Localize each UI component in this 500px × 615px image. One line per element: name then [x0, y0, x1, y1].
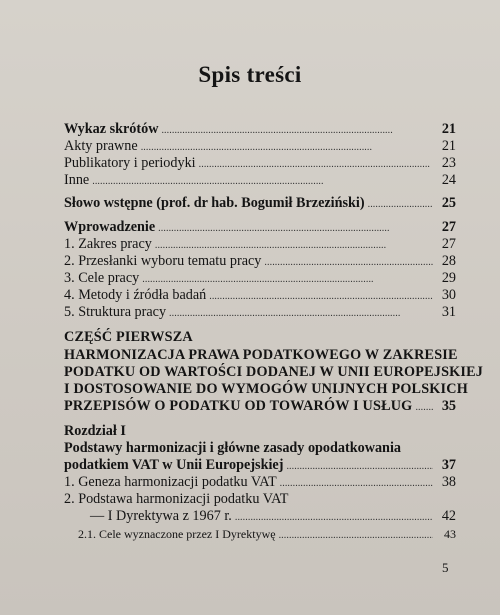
- part-title-line: PRZEPISÓW O PODATKU OD TOWARÓW I USŁUG: [64, 398, 413, 414]
- toc-entry-label: Wykaz skrótów: [64, 121, 159, 137]
- leader-dots: [368, 194, 433, 214]
- toc-page-number: 27: [441, 236, 456, 252]
- toc-page-number: 37: [441, 457, 456, 473]
- toc-page-number: 21: [441, 121, 456, 137]
- toc-entry-label: 2. Przesłanki wyboru tematu pracy: [64, 253, 262, 269]
- toc-entry-part-one[interactable]: [64, 397, 456, 417]
- toc-entry-label: 1. Zakres pracy: [64, 236, 152, 252]
- toc-entry-label: Wprowadzenie: [64, 219, 156, 235]
- part-title-line: HARMONIZACJA PRAWA PODATKOWEGO W ZAKRESIE: [64, 347, 458, 363]
- toc-page-number: 23: [441, 155, 456, 171]
- part-title-line: I DOSTOSOWANIE DO WYMOGÓW UNIJNYCH POLSKICH: [64, 381, 468, 397]
- toc-page-number: 42: [441, 508, 456, 524]
- toc-page-number: 24: [441, 172, 456, 188]
- toc-page-number: 27: [441, 219, 456, 235]
- toc-entry-label: Publikatory i periodyki: [64, 155, 196, 171]
- leader-dots: [415, 397, 433, 417]
- toc-entry-inne[interactable]: [64, 171, 456, 191]
- toc-entry-cele-dyrektywy[interactable]: [78, 525, 456, 545]
- toc-page-number: 38: [441, 474, 456, 490]
- part-title-line: PODATKU OD WARTOŚCI DODANEJ W UNII EUROPEJSKIEJ: [64, 364, 484, 380]
- page-title: Spis treści: [198, 62, 302, 87]
- toc-entry-struktura[interactable]: [64, 303, 456, 323]
- toc-page-number: 31: [441, 304, 456, 320]
- toc-entry-label: 5. Struktura pracy: [64, 304, 167, 320]
- toc-page-number: 21: [441, 138, 456, 154]
- toc-entry-label: 2.1. Cele wyznaczone przez I Dyrektywę: [78, 527, 276, 541]
- toc-entry-podstawa[interactable]: 2. Podstawa harmonizacji podatku VAT: [64, 491, 289, 507]
- leader-dots: [169, 303, 433, 323]
- toc-entry-dyrektywa[interactable]: [90, 507, 456, 527]
- toc-page-number: 30: [441, 287, 456, 303]
- leader-dots: [92, 171, 433, 191]
- toc-entry-label: Akty prawne: [64, 138, 138, 154]
- toc-page-number: 35: [441, 398, 456, 414]
- toc-entry-label: Słowo wstępne (prof. dr hab. Bogumił Brzeziński): [64, 195, 365, 211]
- chapter-title-line: podatkiem VAT w Unii Europejskiej: [64, 457, 284, 473]
- page-number-folio: 5: [442, 560, 449, 575]
- chapter-title-line: Podstawy harmonizacji i główne zasady opodatkowania: [64, 440, 401, 456]
- toc-entry-label: Inne: [64, 172, 90, 188]
- toc-page-number: 25: [441, 195, 456, 211]
- toc-entry-label: — I Dyrektywa z 1967 r.: [90, 508, 232, 524]
- leader-dots: [235, 507, 433, 527]
- toc-page-number: 28: [441, 253, 456, 269]
- toc-page-number: 43: [444, 527, 456, 541]
- toc-entry-slowo-wstepne[interactable]: [64, 194, 456, 214]
- toc-entry-label: 1. Geneza harmonizacji podatku VAT: [64, 474, 277, 490]
- toc-page-number: 29: [441, 270, 456, 286]
- toc-entry-label: 3. Cele pracy: [64, 270, 140, 286]
- chapter-heading: Rozdział I: [64, 423, 126, 439]
- leader-dots: [279, 525, 433, 545]
- toc-entry-label: 4. Metody i źródła badań: [64, 287, 207, 303]
- part-heading: CZĘŚĆ PIERWSZA: [64, 329, 193, 345]
